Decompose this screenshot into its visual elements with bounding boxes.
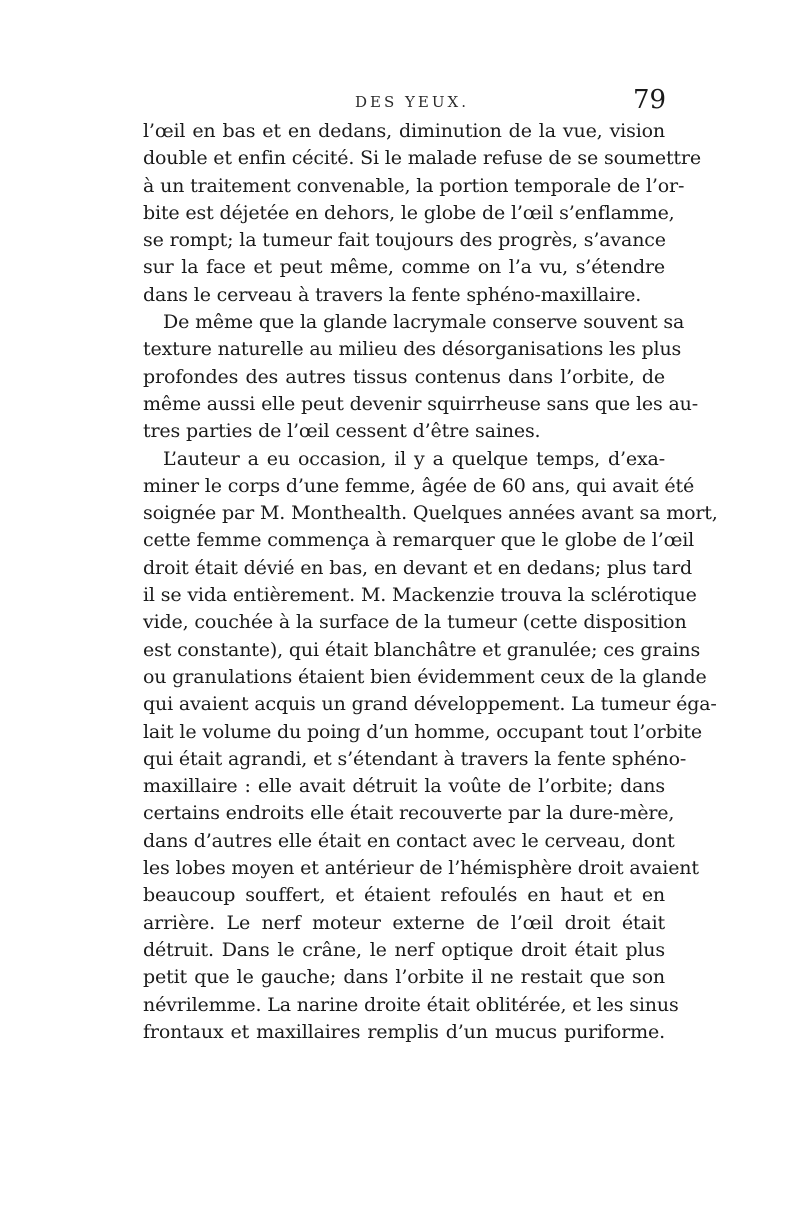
- text-line: névrilemme. La narine droite était oblitérée, et les sinus: [143, 993, 679, 1016]
- text-line: maxillaire : elle avait détruit la voûte de l’orbite; dans: [143, 775, 665, 798]
- text-line: vide, couchée à la surface de la tumeur (cette disposition: [143, 611, 687, 634]
- text-line: sur la face et peut même, comme on l’a vu, s’étendre: [143, 256, 665, 279]
- text-line: qui avaient acquis un grand développement. La tumeur éga-: [143, 693, 717, 716]
- text-line: il se vida entièrement. M. Mackenzie trouva la sclérotique: [143, 584, 697, 607]
- text-line: beaucoup souffert, et étaient refoulés en haut et en: [143, 884, 665, 907]
- text-line: lait le volume du poing d’un homme, occupant tout l’orbite: [143, 720, 703, 743]
- text-line: l’œil en bas et en dedans, diminution de la vue, vision: [143, 120, 665, 142]
- text-line: cette femme commença à remarquer que le globe de l’œil: [143, 529, 695, 552]
- text-line: dans d’autres elle était en contact avec le cerveau, dont: [143, 829, 675, 852]
- text-line: bite est déjetée en dehors, le globe de l’œil s’enflamme,: [143, 201, 675, 224]
- text-line: qui était agrandi, et s’étendant à travers la fente sphéno-: [143, 747, 687, 770]
- text-line: miner le corps d’une femme, âgée de 60 ans, qui avait été: [143, 474, 695, 497]
- text-line: ou granulations étaient bien évidemment ceux de la glande: [143, 665, 707, 688]
- text-line: les lobes moyen et antérieur de l’hémisphère droit avaient: [143, 857, 699, 880]
- text-line: détruit. Dans le crâne, le nerf optique droit était plus: [143, 938, 665, 961]
- text-line: profondes des autres tissus contenus dans l’orbite, de: [143, 365, 665, 388]
- text-line: texture naturelle au milieu des désorganisations les plus: [143, 338, 682, 361]
- text-line: se rompt; la tumeur fait toujours des progrès, s’avance: [143, 229, 666, 252]
- text-line: est constante), qui était blanchâtre et granulée; ces grains: [143, 638, 701, 661]
- text-line: De même que la glande lacrymale conserve souvent sa: [163, 311, 685, 334]
- text-line: dans le cerveau à travers la fente sphéno-maxillaire.: [143, 283, 642, 306]
- text-line: soignée par M. Monthealth. Quelques années avant sa mort,: [143, 502, 718, 525]
- text-line: L’auteur a eu occasion, il y a quelque temps, d’exa-: [163, 447, 665, 470]
- running-head: DES YEUX.: [355, 93, 469, 111]
- text-line: petit que le gauche; dans l’orbite il ne restait que son: [143, 966, 665, 989]
- body-text: [143, 118, 718, 1046]
- text-line: arrière. Le nerf moteur externe de l’œil droit était: [143, 911, 665, 934]
- page-number: 79: [633, 85, 667, 115]
- text-line: double et enfin cécité. Si le malade refuse de se soumettre: [143, 147, 701, 170]
- text-line: même aussi elle peut devenir squirrheuse sans que les au-: [143, 392, 699, 415]
- text-line: droit était dévié en bas, en devant et en dedans; plus tard: [143, 556, 693, 579]
- text-line: à un traitement convenable, la portion temporale de l’or-: [143, 174, 685, 197]
- text-line: frontaux et maxillaires remplis d’un mucus puriforme.: [143, 1020, 665, 1043]
- text-line: certains endroits elle était recouverte par la dure-mère,: [143, 802, 675, 825]
- text-line: tres parties de l’œil cessent d’être saines.: [143, 420, 541, 443]
